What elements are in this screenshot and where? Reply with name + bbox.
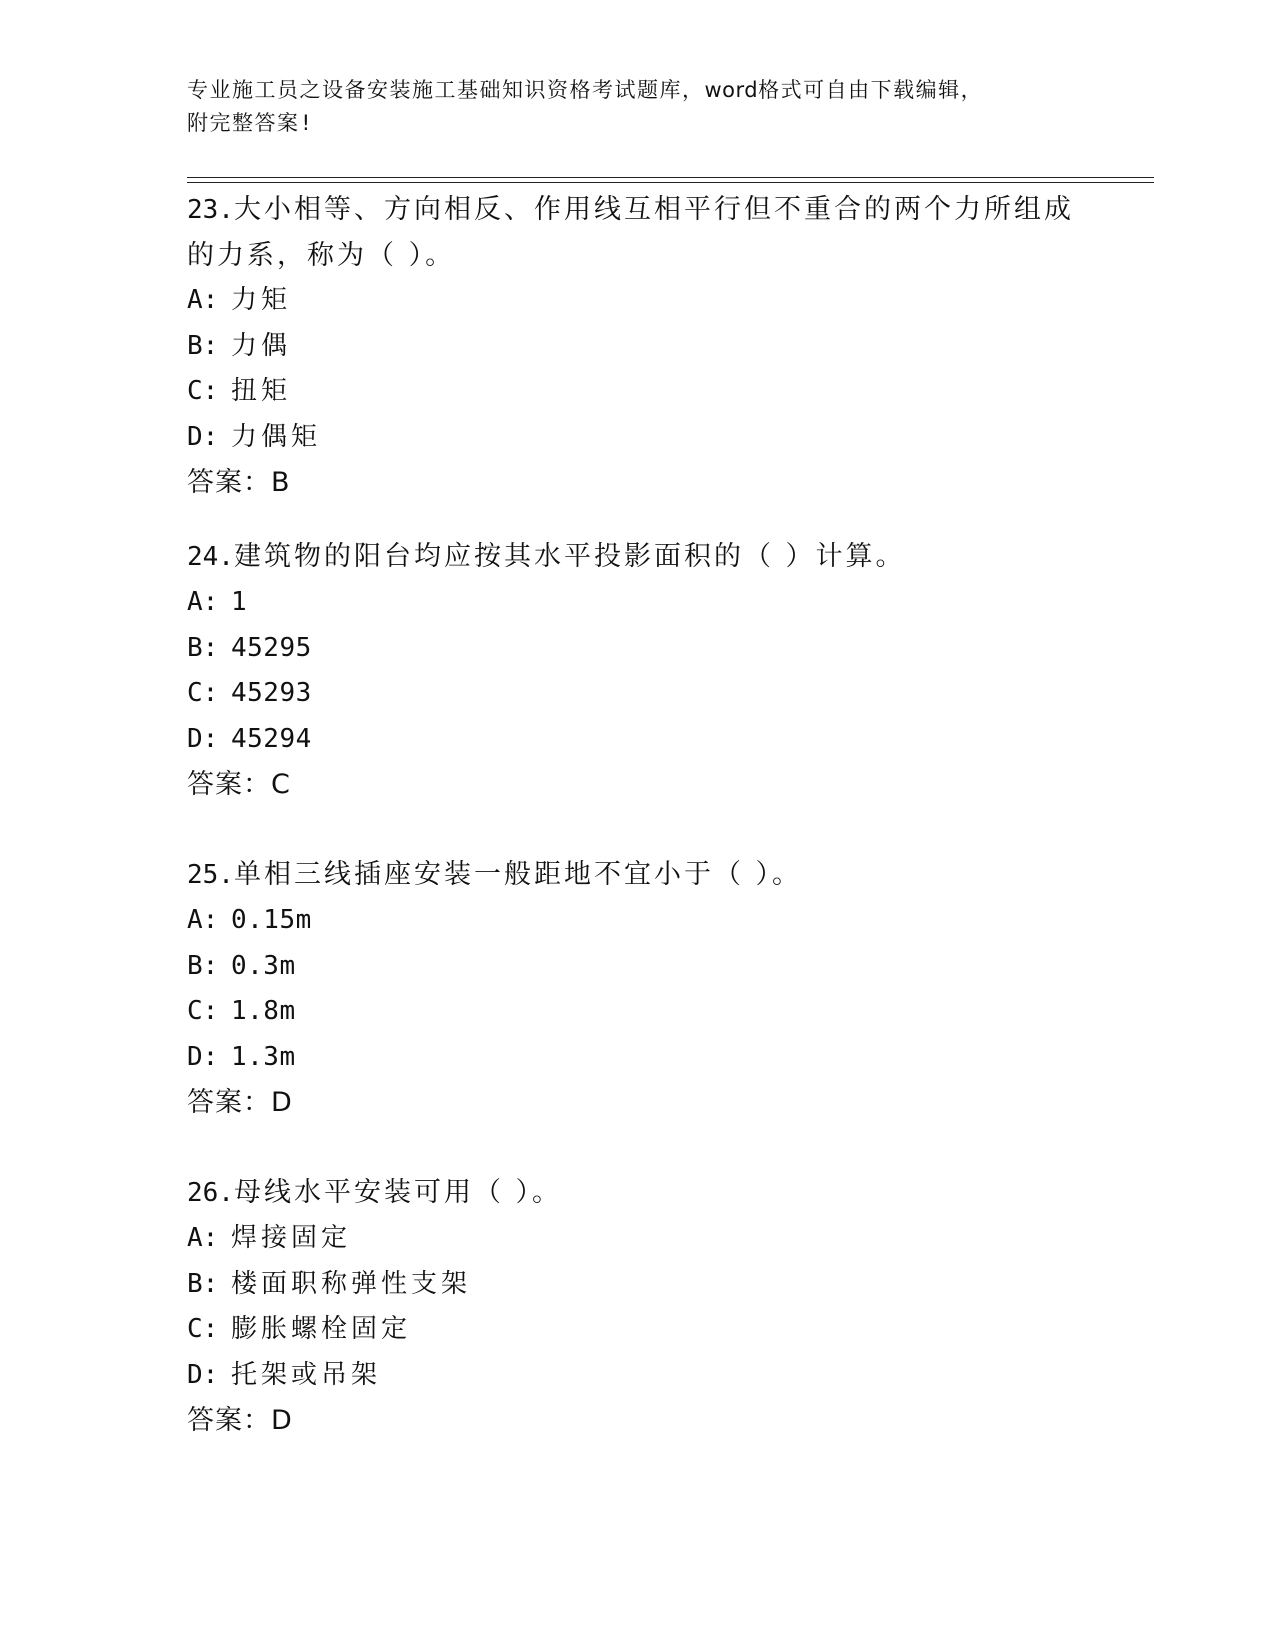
option-letter: B: bbox=[187, 330, 219, 361]
option-text: 45293 bbox=[231, 678, 312, 708]
option-b bbox=[187, 1262, 1087, 1308]
question-number: 23. bbox=[187, 195, 234, 225]
option-c bbox=[187, 989, 1087, 1035]
option-c bbox=[187, 369, 1087, 415]
answer-line: 答案：C bbox=[187, 769, 291, 800]
option-letter: C: bbox=[187, 376, 219, 406]
option-text: 1 bbox=[231, 587, 248, 617]
option-a bbox=[187, 580, 1087, 626]
question-text: 建筑物的阳台均应按其水平投影面积的（ ）计算。 bbox=[233, 541, 906, 572]
option-letter: D: bbox=[187, 723, 219, 754]
question-number: 24. bbox=[187, 542, 234, 572]
option-letter: A: bbox=[187, 285, 219, 315]
header-line-1-word: word bbox=[704, 78, 759, 102]
answer-line: 答案：B bbox=[187, 467, 291, 498]
option-letter: C: bbox=[187, 996, 219, 1026]
question-number: 26. bbox=[187, 1178, 234, 1208]
question-stem bbox=[187, 1170, 1087, 1216]
option-text: 1.8m bbox=[231, 996, 296, 1026]
option-a bbox=[187, 278, 1087, 324]
option-c bbox=[187, 1307, 1087, 1353]
option-letter: C: bbox=[187, 678, 219, 708]
option-b bbox=[187, 626, 1087, 672]
option-a bbox=[187, 898, 1087, 944]
header-line-1 bbox=[187, 74, 1087, 107]
question-text: 大小相等、方向相反、作用线互相平行但不重合的两个力所组成的力系，称为（ ）。 bbox=[187, 194, 1074, 271]
option-text: 0.3m bbox=[231, 950, 296, 981]
question-stem bbox=[187, 187, 1087, 278]
option-text: 扭矩 bbox=[231, 376, 292, 406]
option-letter: D: bbox=[187, 1041, 219, 1072]
option-d bbox=[187, 415, 1087, 461]
option-text: 1.3m bbox=[231, 1041, 296, 1072]
option-d bbox=[187, 1035, 1087, 1081]
header-divider-bottom bbox=[187, 182, 1154, 183]
option-text: 45294 bbox=[231, 723, 312, 754]
header-divider-top bbox=[187, 177, 1154, 178]
option-b bbox=[187, 944, 1087, 990]
header-line-2: 附完整答案! bbox=[187, 111, 314, 135]
option-c bbox=[187, 671, 1087, 717]
option-d bbox=[187, 717, 1087, 763]
option-text: 力偶矩 bbox=[231, 421, 322, 452]
option-letter: C: bbox=[187, 1314, 219, 1344]
option-letter: D: bbox=[187, 1359, 219, 1390]
question-24 bbox=[187, 534, 1087, 807]
option-letter: D: bbox=[187, 421, 219, 452]
option-text: 膨胀螺栓固定 bbox=[231, 1314, 412, 1344]
option-text: 45295 bbox=[231, 632, 312, 663]
option-b bbox=[187, 324, 1087, 370]
question-stem bbox=[187, 852, 1087, 898]
answer-line: 答案：D bbox=[187, 1405, 293, 1436]
option-text: 力矩 bbox=[231, 285, 292, 315]
question-number: 25. bbox=[187, 860, 234, 890]
option-text: 托架或吊架 bbox=[231, 1359, 382, 1390]
question-text: 母线水平安装可用（ ）。 bbox=[233, 1177, 563, 1208]
question-25 bbox=[187, 852, 1087, 1125]
option-letter: A: bbox=[187, 587, 219, 617]
document-header bbox=[187, 74, 1087, 140]
option-d bbox=[187, 1353, 1087, 1399]
option-text: 力偶 bbox=[231, 330, 292, 361]
option-text: 0.15m bbox=[231, 905, 312, 935]
option-letter: A: bbox=[187, 905, 219, 935]
question-stem bbox=[187, 534, 1087, 580]
option-text: 焊接固定 bbox=[231, 1223, 352, 1253]
question-23 bbox=[187, 187, 1087, 505]
question-26 bbox=[187, 1170, 1087, 1443]
answer-line: 答案：D bbox=[187, 1087, 293, 1118]
option-a bbox=[187, 1216, 1087, 1262]
option-letter: A: bbox=[187, 1223, 219, 1253]
header-line-1-pre: 专业施工员之设备安装施工基础知识资格考试题库， bbox=[187, 78, 705, 102]
option-letter: B: bbox=[187, 1268, 219, 1299]
option-letter: B: bbox=[187, 632, 219, 663]
option-text: 楼面职称弹性支架 bbox=[231, 1268, 472, 1299]
header-line-1-post: 格式可自由下载编辑， bbox=[758, 78, 984, 102]
question-text: 单相三线插座安装一般距地不宜小于（ ）。 bbox=[233, 859, 803, 890]
option-letter: B: bbox=[187, 950, 219, 981]
